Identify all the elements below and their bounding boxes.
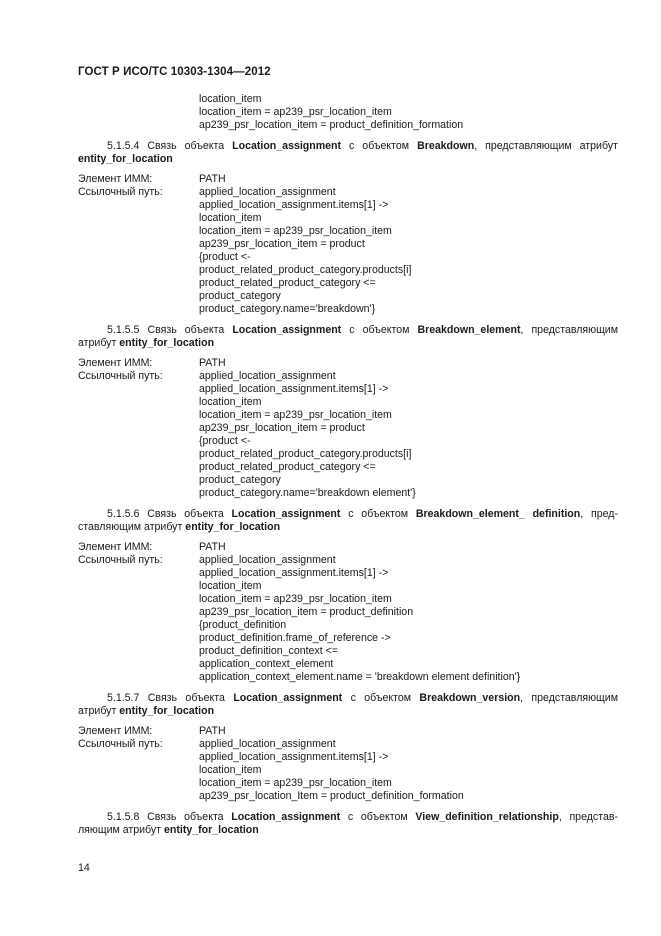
element-row <box>78 725 618 738</box>
section-number: 5.1.5.6 <box>107 508 140 520</box>
path-line: location_item = ap239_psr_location_item <box>199 777 392 789</box>
path-row <box>78 238 618 251</box>
path-label-spacer <box>78 199 199 212</box>
path-line: product_definition.frame_of_reference -> <box>199 632 391 644</box>
path-label-spacer <box>78 580 199 593</box>
section-number: 5.1.5.5 <box>107 324 140 336</box>
path-label-spacer <box>78 264 199 277</box>
path-row <box>78 277 618 290</box>
mapping-block <box>78 173 618 316</box>
path-row <box>78 448 618 461</box>
element-row <box>78 357 618 370</box>
attribute-name: entity_for_location <box>119 337 215 349</box>
path-line: applied_location_assignment.items[1] -> <box>199 567 389 579</box>
element-value: PATH <box>199 541 226 553</box>
path-label-spacer <box>78 606 199 619</box>
element-row <box>78 541 618 554</box>
object-name: View_definition_relationship <box>415 811 559 823</box>
path-label: Ссылочный путь: <box>78 186 163 198</box>
path-label-spacer <box>78 435 199 448</box>
path-label-spacer <box>78 461 199 474</box>
object-name: Breakdown_version <box>419 692 521 704</box>
section-heading <box>78 811 618 837</box>
path-line: application_context_element <box>199 658 334 670</box>
path-label-spacer <box>78 303 199 316</box>
path-row <box>78 632 618 645</box>
path-row <box>78 567 618 580</box>
section-heading <box>78 508 618 534</box>
path-line: application_context_element.name = 'breakdown element definition'} <box>199 671 521 683</box>
path-row <box>78 474 618 487</box>
page-number: 14 <box>78 862 90 874</box>
section-pre: Связь объекта <box>147 811 224 823</box>
path-line: product_category.name='breakdown'} <box>199 303 376 315</box>
path-line: product_definition_context <= <box>199 645 338 657</box>
section-heading <box>78 324 618 350</box>
path-label-spacer <box>78 225 199 238</box>
path-label: Ссылочный путь: <box>78 738 163 750</box>
path-label-spacer <box>78 251 199 264</box>
section-number: 5.1.5.7 <box>107 692 140 704</box>
path-row <box>78 487 618 500</box>
path-label-spacer <box>78 777 199 790</box>
path-line: applied_location_assignment <box>199 186 336 198</box>
section-mid: с объектом <box>349 140 410 152</box>
path-label-spacer <box>78 619 199 632</box>
path-label-spacer <box>78 790 199 803</box>
path-label-spacer <box>78 383 199 396</box>
path-row <box>78 671 618 684</box>
section-post: , пред-ставляющим атрибут <box>78 508 618 533</box>
path-row <box>78 383 618 396</box>
element-label: Элемент ИММ: <box>78 173 153 185</box>
path-label-spacer <box>78 290 199 303</box>
section-pre: Связь объекта <box>147 324 225 336</box>
path-line: ap239_psr_location_Item = product_definition_formation <box>199 790 464 802</box>
section-mid: с объектом <box>347 811 408 823</box>
mapping-block <box>78 357 618 500</box>
object-name: Location_assignment <box>233 692 343 704</box>
path-row <box>78 396 618 409</box>
path-label-spacer <box>78 645 199 658</box>
section-post: , представляющим атрибут <box>78 692 618 717</box>
object-name: Breakdown <box>417 140 475 152</box>
section-5-1-5-6 <box>78 508 618 684</box>
section-5-1-5-7 <box>78 692 618 803</box>
path-label-spacer <box>78 593 199 606</box>
section-heading <box>78 140 618 166</box>
path-row <box>78 461 618 474</box>
path-row <box>78 370 618 383</box>
intro-block <box>78 93 618 132</box>
path-row <box>78 225 618 238</box>
path-label: Ссылочный путь: <box>78 370 163 382</box>
path-line: product_related_product_category.products[i] <box>199 264 412 276</box>
path-line: applied_location_assignment <box>199 554 336 566</box>
section-mid: с объектом <box>348 508 409 520</box>
path-line: product_related_product_category.products[i] <box>199 448 412 460</box>
path-row <box>78 645 618 658</box>
path-row <box>78 606 618 619</box>
path-label-spacer <box>78 764 199 777</box>
path-row <box>78 186 618 199</box>
section-pre: Связь объекта <box>147 508 224 520</box>
path-row <box>78 554 618 567</box>
path-line: {product <- <box>199 251 251 263</box>
path-row <box>78 777 618 790</box>
path-line: product_category.name='breakdown element'} <box>199 487 416 499</box>
path-row <box>78 422 618 435</box>
section-number: 5.1.5.4 <box>107 140 140 152</box>
path-line: applied_location_assignment.items[1] -> <box>199 751 389 763</box>
element-value: PATH <box>199 357 226 369</box>
path-row <box>78 619 618 632</box>
path-row <box>78 199 618 212</box>
page-header: ГОСТ Р ИСО/ТС 10303-1304—2012 <box>78 66 271 78</box>
path-row <box>78 251 618 264</box>
document-body <box>78 93 618 837</box>
attribute-name: entity_for_location <box>78 153 173 165</box>
section-5-1-5-5 <box>78 324 618 500</box>
attribute-name: entity_for_location <box>119 705 215 717</box>
section-mid: с объектом <box>349 324 410 336</box>
path-label: Ссылочный путь: <box>78 554 163 566</box>
path-line: product_related_product_category <= <box>199 277 376 289</box>
path-row <box>78 658 618 671</box>
object-name: Location_assignment <box>231 508 341 520</box>
sections-container <box>78 140 618 837</box>
path-row <box>78 264 618 277</box>
element-label: Элемент ИММ: <box>78 541 153 553</box>
section-post: , представ-ляющим атрибут <box>78 811 618 836</box>
path-line: location_item <box>199 396 262 408</box>
section-number: 5.1.5.8 <box>107 811 140 823</box>
path-line: location_item <box>199 764 262 776</box>
path-line: {product <- <box>199 435 251 447</box>
section-mid: с объектом <box>350 692 412 704</box>
section-heading <box>78 692 618 718</box>
path-line: location_item <box>199 212 262 224</box>
intro-line: ap239_psr_location_item = product_definition_formation <box>199 119 464 131</box>
path-line: applied_location_assignment <box>199 738 336 750</box>
path-row <box>78 751 618 764</box>
path-line: product_related_product_category <= <box>199 461 376 473</box>
path-row <box>78 435 618 448</box>
element-row <box>78 173 618 186</box>
object-name: Location_assignment <box>232 324 342 336</box>
section-5-1-5-4 <box>78 140 618 316</box>
path-label-spacer <box>78 396 199 409</box>
path-label-spacer <box>78 409 199 422</box>
path-row <box>78 580 618 593</box>
path-line: product_category <box>199 474 281 486</box>
path-label-spacer <box>78 567 199 580</box>
path-line: ap239_psr_location_item = product <box>199 238 365 250</box>
element-label: Элемент ИММ: <box>78 357 153 369</box>
path-label-spacer <box>78 474 199 487</box>
object-name: Location_assignment <box>232 140 342 152</box>
path-line: location_item = ap239_psr_location_item <box>199 225 392 237</box>
path-label-spacer <box>78 671 199 684</box>
path-label-spacer <box>78 487 199 500</box>
mapping-block <box>78 541 618 684</box>
path-label-spacer <box>78 277 199 290</box>
object-name: Breakdown_element <box>417 324 521 336</box>
path-label-spacer <box>78 658 199 671</box>
path-label-spacer <box>78 632 199 645</box>
path-row <box>78 303 618 316</box>
section-post: , представляющим атрибут <box>474 140 618 152</box>
element-value: PATH <box>199 725 226 737</box>
attribute-name: entity_for_location <box>185 521 281 533</box>
path-line: location_item = ap239_psr_location_item <box>199 593 392 605</box>
object-name: Breakdown_element_ definition <box>415 508 581 520</box>
path-row <box>78 764 618 777</box>
path-line: applied_location_assignment.items[1] -> <box>199 199 389 211</box>
path-line: ap239_psr_location_item = product <box>199 422 365 434</box>
intro-line: location_item = ap239_psr_location_item <box>199 106 392 118</box>
path-line: location_item = ap239_psr_location_item <box>199 409 392 421</box>
path-label-spacer <box>78 238 199 251</box>
element-value: PATH <box>199 173 226 185</box>
section-pre: Связь объекта <box>147 140 225 152</box>
path-label-spacer <box>78 448 199 461</box>
path-label-spacer <box>78 212 199 225</box>
path-row <box>78 790 618 803</box>
path-line: ap239_psr_location_item = product_definition <box>199 606 414 618</box>
attribute-name: entity_for_location <box>163 824 259 836</box>
path-line: applied_location_assignment.items[1] -> <box>199 383 389 395</box>
object-name: Location_assignment <box>231 811 341 823</box>
path-label-spacer <box>78 751 199 764</box>
path-row <box>78 593 618 606</box>
section-pre: Связь объекта <box>147 692 225 704</box>
path-label-spacer <box>78 422 199 435</box>
path-row <box>78 738 618 751</box>
intro-line: location_item <box>199 93 262 105</box>
path-line: location_item <box>199 580 262 592</box>
path-row <box>78 409 618 422</box>
path-row <box>78 212 618 225</box>
section-post: , представляющим атрибут <box>78 324 619 349</box>
path-line: {product_definition <box>199 619 287 631</box>
path-row <box>78 290 618 303</box>
section-5-1-5-8 <box>78 811 618 837</box>
path-line: product_category <box>199 290 281 302</box>
mapping-block <box>78 725 618 803</box>
element-label: Элемент ИММ: <box>78 725 153 737</box>
path-line: applied_location_assignment <box>199 370 336 382</box>
